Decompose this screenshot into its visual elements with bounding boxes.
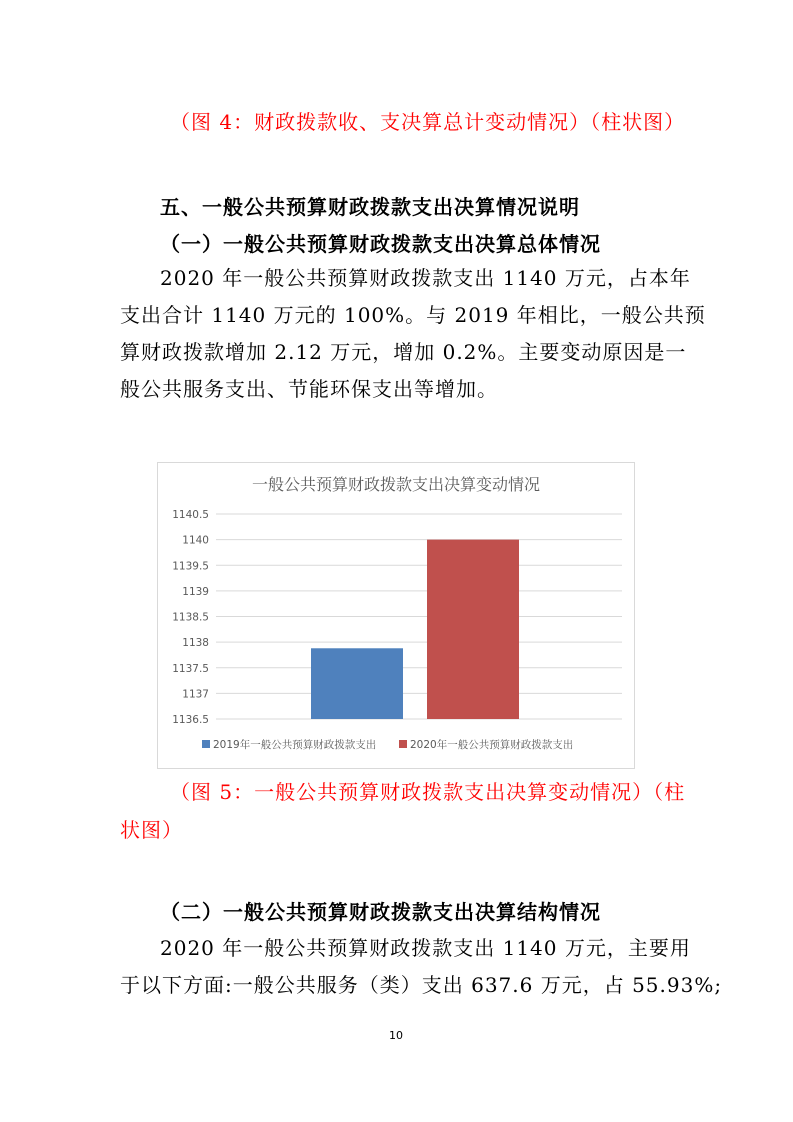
legend-swatch-2 xyxy=(399,740,407,748)
chart-legend xyxy=(202,738,573,751)
figure-5-caption-line-2: 状图） xyxy=(120,818,183,842)
chart-gridlines xyxy=(216,514,622,719)
y-tick-label: 1139.5 xyxy=(172,560,209,573)
paragraph-2-line-1: 2020 年一般公共预算财政拨款支出 1140 万元，主要用 xyxy=(160,936,691,960)
y-tick-label: 1138.5 xyxy=(172,611,209,624)
y-tick-label: 1138 xyxy=(182,637,209,650)
page-number: 10 xyxy=(389,1029,403,1042)
expenditure-change-chart xyxy=(157,462,635,769)
subsection-1-heading: （一）一般公共预算财政拨款支出决算总体情况 xyxy=(160,232,601,256)
bar-series-1 xyxy=(311,648,403,719)
paragraph-1-line-2: 支出合计 1140 万元的 100%。与 2019 年相比，一般公共预 xyxy=(120,303,706,327)
y-tick-label: 1139 xyxy=(182,585,209,598)
paragraph-1-line-1: 2020 年一般公共预算财政拨款支出 1140 万元，占本年 xyxy=(160,266,691,290)
paragraph-2-line-2: 于以下方面:一般公共服务（类）支出 637.6 万元，占 55.93%; xyxy=(120,973,723,997)
bar-series-2 xyxy=(427,540,519,719)
section-5-heading: 五、一般公共预算财政拨款支出决算情况说明 xyxy=(160,195,580,219)
subsection-2-heading: （二）一般公共预算财政拨款支出决算结构情况 xyxy=(160,900,601,924)
y-tick-label: 1140.5 xyxy=(172,509,209,521)
y-axis-tick-labels xyxy=(172,509,209,726)
legend-swatch-1 xyxy=(202,740,210,748)
figure-4-caption: （图 4：财政拨款收、支决算总计变动情况）（柱状图） xyxy=(170,110,686,134)
figure-5-caption-line-1: （图 5：一般公共预算财政拨款支出决算变动情况）（柱 xyxy=(170,780,686,804)
legend-label-2: 2020年一般公共预算财政拨款支出 xyxy=(410,739,574,751)
y-tick-label: 1137 xyxy=(182,688,209,701)
y-tick-label: 1136.5 xyxy=(172,714,209,726)
paragraph-1-line-4: 般公共服务支出、节能环保支出等增加。 xyxy=(120,377,498,401)
chart-canvas xyxy=(158,463,634,768)
y-tick-label: 1137.5 xyxy=(172,662,209,675)
paragraph-1-line-3: 算财政拨款增加 2.12 万元，增加 0.2%。主要变动原因是一 xyxy=(120,340,687,364)
chart-bars xyxy=(311,540,519,719)
chart-title: 一般公共预算财政拨款支出决算变动情况 xyxy=(251,475,541,494)
y-tick-label: 1140 xyxy=(182,534,209,547)
legend-label-1: 2019年一般公共预算财政拨款支出 xyxy=(213,739,377,751)
